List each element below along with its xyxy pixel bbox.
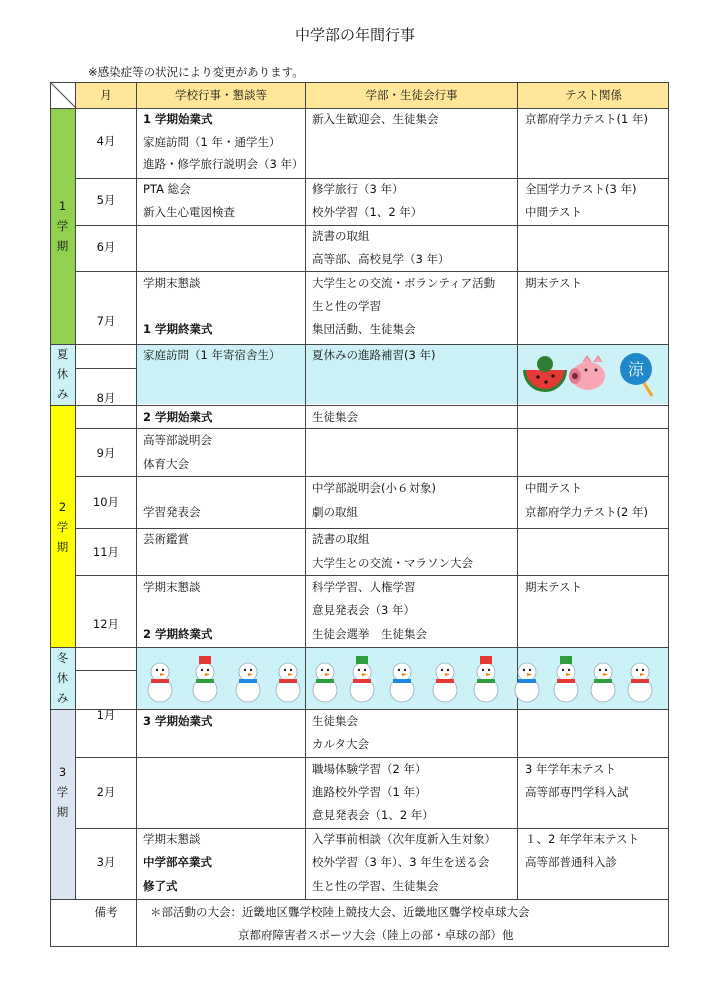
oct-student-1: 中学部説明会(小６対象) [312,481,436,495]
may-test-1: 全国学力テスト(3 年) [525,182,637,196]
dec-student-1: 科学学習、人権学習 [312,580,416,594]
jul-student-3: 集団活動、生徒集会 [312,322,416,336]
apr-school-3: 進路・修学旅行説明会（3 年） [143,157,304,171]
may-student-1: 修学旅行（3 年） [312,182,404,196]
may-test-2: 中間テスト [525,205,583,219]
month-oct: 10月 [92,495,120,509]
feb-student-3: 意見発表会（1、2 年） [312,808,434,822]
snowman-icon [148,663,172,702]
nov-student-1: 読書の取組 [312,532,370,546]
snowman-icon [433,663,457,702]
month-sep: 9月 [96,446,116,460]
snowman-icon [591,663,615,702]
may-student-2: 校外学習（1、2 年） [312,205,423,219]
feb-student-2: 進路校外学習（1 年） [312,785,427,799]
jul-student-2: 生と性の学習 [312,299,381,313]
month-jul: 7月 [96,314,116,328]
header-tests: テスト関係 [564,88,623,102]
mar-test-2: 高等部普通科入診 [525,855,617,869]
svg-text:涼: 涼 [627,360,645,379]
month-aug: 8月 [96,391,116,405]
jun-student-2: 高等部、高校見学（3 年） [312,252,450,266]
jul-test-1: 期末テスト [525,276,583,290]
aug-student-1: 生徒集会 [312,410,358,424]
term3-label: 3 学 期 [56,765,69,819]
oct-student-2: 劇の取組 [312,505,358,519]
feb-student-1: 職場体験学習（2 年） [312,762,427,776]
aug-school-1: 2 学期始業式 [143,410,213,424]
snowman-icon [628,663,652,702]
mar-student-1: 入学事前相談（次年度新入生対象） [312,832,496,846]
jul-school-1: 学期末懇談 [143,276,201,290]
jul-school-2: 1 学期終業式 [143,322,213,336]
sep-school-1: 高等部説明会 [143,433,212,447]
month-may: 5月 [96,193,116,207]
mar-school-1: 学期末懇談 [143,832,201,846]
snowman-icon [515,663,539,702]
feb-test-2: 高等部専門学科入試 [525,785,629,799]
month-apr: 4月 [96,134,116,148]
dec-student-2: 意見発表会（3 年） [312,603,415,617]
jul-student-1: 大学生との交流・ボランティア活動 [312,276,496,290]
apr-test-1: 京都府学力テスト(1 年) [525,112,648,126]
winter-label: 冬 休 み [56,651,69,705]
month-mar: 3月 [96,855,116,869]
jan-student-1: 生徒集会 [312,714,358,728]
summer-label: 夏 休 み [56,347,69,401]
oct-test-2: 京都府学力テスト(2 年) [525,505,648,519]
nov-school-1: 芸術鑑賞 [143,532,189,546]
mar-student-3: 生と性の学習、生徒集会 [312,879,439,893]
nov-student-2: 大学生との交流・マラソン大会 [312,556,473,570]
month-feb: 2月 [96,785,116,799]
jan-school-1: 3 学期始業式 [143,714,213,728]
oct-test-1: 中間テスト [525,481,583,495]
page-title: 中学部の年間行事 [294,26,415,44]
remarks-line-2: 京都府障害者スポーツ大会（陸上の部・卓球の部）他 [238,928,514,942]
apr-school-2: 家庭訪問（1 年・通学生） [143,135,281,149]
mar-school-3: 修了式 [143,879,178,893]
apr-school-1: 1 学期始業式 [143,112,213,126]
remarks-label: 備考 [94,905,118,919]
month-jun: 6月 [96,240,116,254]
mar-school-2: 中学部卒業式 [143,855,212,869]
month-nov: 11月 [92,545,120,559]
apr-student-1: 新入生歓迎会、生徒集会 [312,112,439,126]
dec-school-1: 学期末懇談 [143,580,201,594]
mar-test-1: １、2 年学年末テスト [525,832,640,846]
summer-school-1: 家庭訪問（1 年寄宿舎生） [143,348,281,362]
month-jan: 1月 [96,708,116,722]
jun-student-1: 読書の取組 [312,229,370,243]
snowman-icon [313,663,337,702]
remarks-line-1: ＊部活動の大会：近畿地区聾学校陸上競技大会、近畿地区聾学校卓球大会 [150,905,530,919]
dec-test-1: 期末テスト [525,580,583,594]
header-school-events: 学校行事・懇談等 [175,88,267,102]
dec-school-2: 2 学期終業式 [143,627,213,641]
jan-student-2: カルタ大会 [312,737,370,751]
oct-school-1: 学習発表会 [143,505,201,519]
may-school-2: 新入生心電図検査 [143,205,235,219]
header-student-events: 学部・生徒会行事 [365,88,458,102]
snowman-icon [276,663,300,702]
term2-label: 2 学 期 [56,500,69,554]
notice-text: ※感染症等の状況により変更があります。 [88,65,304,79]
feb-test-1: 3 年学年末テスト [525,762,617,776]
header-month: 月 [100,88,112,102]
mar-student-2: 校外学習（3 年）、3 年生を送る会 [312,855,490,869]
snowman-icon [390,663,414,702]
month-dec: 12月 [92,617,120,631]
may-school-1: PTA 総会 [143,182,191,196]
summer-student-1: 夏休みの進路補習(3 年) [312,348,436,362]
dec-student-3: 生徒会選挙 生徒集会 [312,627,427,641]
snowman-icon [236,663,260,702]
sep-school-2: 体育大会 [143,457,189,471]
term1-label: 1 学 期 [56,199,69,253]
